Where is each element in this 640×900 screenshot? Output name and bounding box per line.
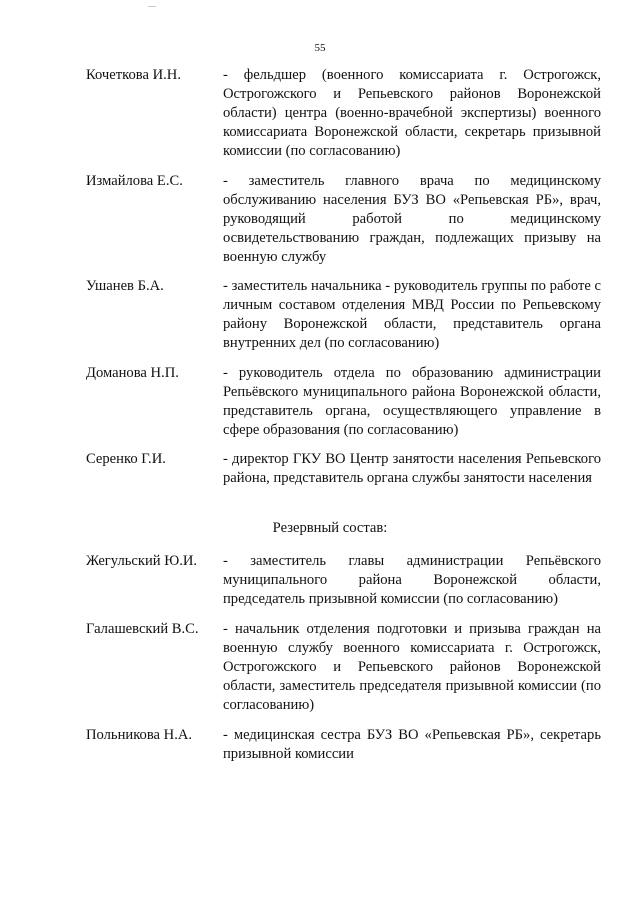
member-name: Серенко Г.И. bbox=[86, 451, 166, 467]
page-number: 55 bbox=[314, 42, 326, 54]
member-name: Польникова Н.А. bbox=[86, 727, 193, 743]
member-role: - начальник отделения подготовки и призыва граждан на военную службу военного комиссариата г. Острогожск, Острогожского и Репьевского районов Воронежской области, заместитель председателя призывной комиссии (по согласованию) bbox=[223, 621, 601, 713]
member-role: - заместитель начальника - руководитель группы по работе с личным составом отделения МВД России по Репьевскому району Воронежской области, представитель органа внутренних дел (по согласованию) bbox=[223, 278, 601, 351]
member-name: Ушанев Б.А. bbox=[86, 278, 164, 294]
member-name: Кочеткова И.Н. bbox=[86, 67, 181, 83]
member-role: - медицинская сестра БУЗ ВО «Репьевская РБ», секретарь призывной комиссии bbox=[223, 727, 601, 762]
member-role: - заместитель главного врача по медицинскому обслуживанию населения БУЗ ВО «Репьевская РБ», врач, руководящий работой по медицинскому освидетельствованию граждан, подлежащих призыву на военную службу bbox=[223, 173, 601, 265]
member-role: - фельдшер (военного комиссариата г. Острогожск, Острогожского и Репьевского районов Воронежской области) центра (военно-врачебной экспертизы) военного комиссариата Воронежской области, секретарь призывной комиссии (по согласованию) bbox=[223, 67, 601, 159]
member-name: Галашевский В.С. bbox=[86, 621, 199, 637]
member-role: - директор ГКУ ВО Центр занятости населения Репьевского района, представитель органа службы занятости населения bbox=[223, 451, 601, 486]
scan-mark bbox=[148, 6, 156, 7]
reserve-section-title: Резервный состав: bbox=[272, 520, 388, 536]
member-name: Жегульский Ю.И. bbox=[86, 553, 198, 569]
member-name: Доманова Н.П. bbox=[86, 365, 179, 381]
member-role: - заместитель главы администрации Репьёвского муниципального района Воронежской области, председатель призывной комиссии (по согласованию) bbox=[223, 553, 601, 607]
member-role: - руководитель отдела по образованию администрации Репьёвского муниципального района Воронежской области, представитель органа, осуществляющего управление в сфере образования (по согласованию) bbox=[223, 365, 601, 438]
member-name: Измайлова Е.С. bbox=[86, 173, 183, 189]
